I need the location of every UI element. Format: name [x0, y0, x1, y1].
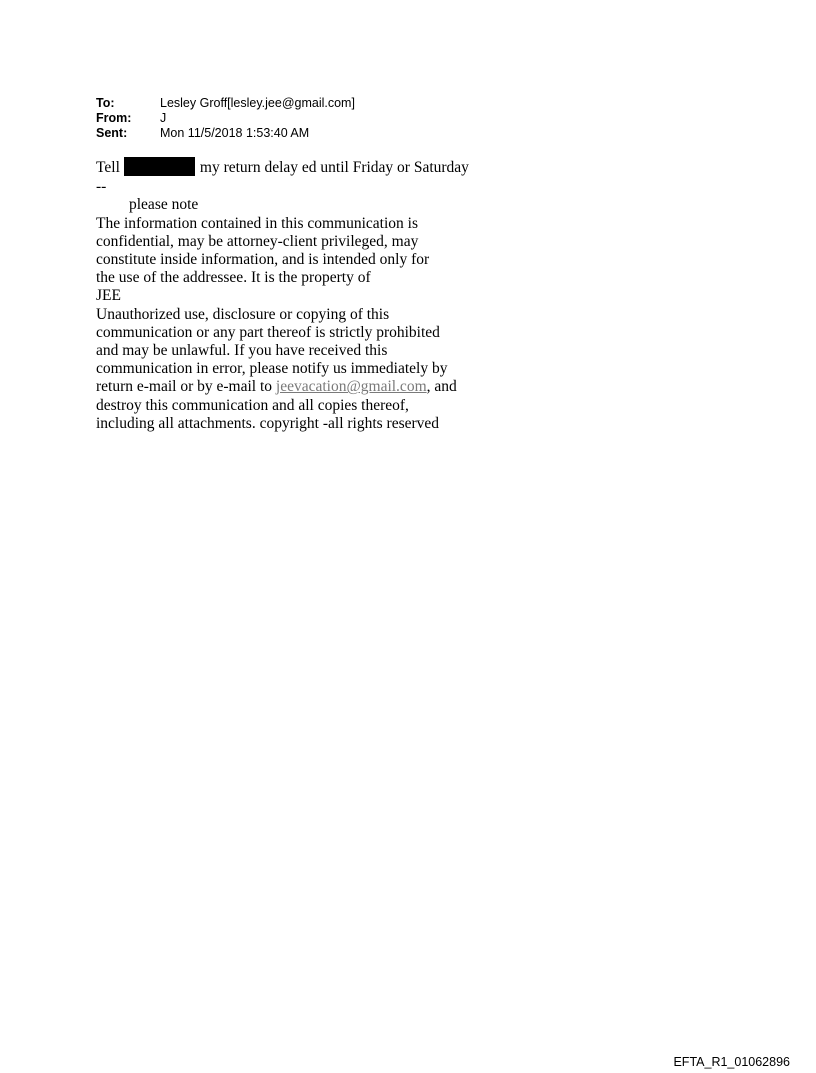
disclaimer-line: communication in error, please notify us immediately by [96, 360, 448, 378]
disclaimer-line: including all attachments. copyright -all rights reserved [96, 414, 440, 432]
redaction-box [124, 157, 195, 176]
sent-row [96, 126, 355, 141]
disclaimer-line: The information contained in this communication is [96, 214, 418, 232]
document-id: EFTA_R1_01062896 [673, 1055, 790, 1069]
message-line [96, 157, 516, 177]
sent-label: Sent: [96, 126, 128, 140]
please-note: please note [129, 196, 199, 214]
disclaimer-line: constitute inside information, and is intended only for [96, 251, 430, 269]
return-suffix: , and [426, 378, 457, 396]
disclaimer-line: confidential, may be attorney-client privileged, may [96, 232, 419, 250]
to-label: To: [96, 96, 115, 110]
signature-dashes: -- [96, 178, 107, 196]
disclaimer-line-with-link [96, 378, 516, 396]
to-value: Lesley Groff[lesley.jee@gmail.com] [160, 96, 355, 110]
disclaimer-line: communication or any part thereof is strictly prohibited [96, 323, 440, 341]
sent-value: Mon 11/5/2018 1:53:40 AM [160, 126, 310, 140]
to-row [96, 96, 355, 111]
from-row [96, 111, 355, 126]
email-link[interactable]: jeevacation@gmail.com [275, 378, 427, 396]
tell-word: Tell [96, 159, 120, 176]
disclaimer-line: and may be unlawful. If you have received this [96, 342, 388, 360]
from-label: From: [96, 111, 132, 125]
email-header [96, 96, 355, 141]
email-body [96, 157, 516, 433]
message-rest: my return delay ed until Friday or Saturday [199, 159, 469, 176]
return-prefix: return e-mail or by e-mail to [96, 378, 276, 396]
disclaimer-line: destroy this communication and all copies thereof, [96, 396, 409, 414]
disclaimer-line: Unauthorized use, disclosure or copying of this [96, 305, 390, 323]
disclaimer-line: JEE [96, 287, 121, 305]
from-value: J [160, 111, 167, 125]
disclaimer-line: the use of the addressee. It is the property of [96, 269, 371, 287]
